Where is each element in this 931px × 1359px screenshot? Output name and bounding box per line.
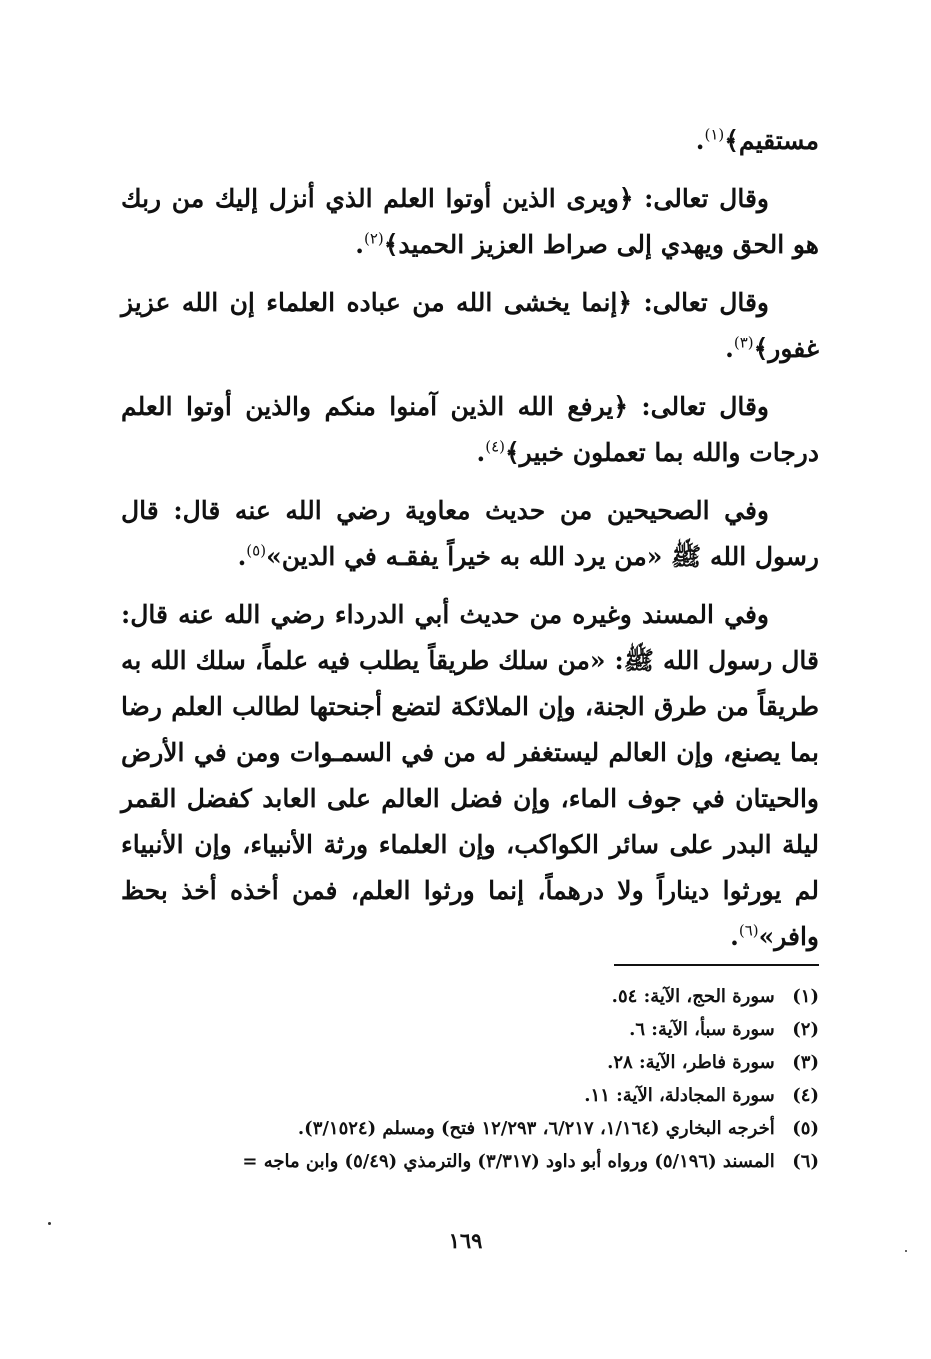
paragraph-1 xyxy=(121,118,819,164)
paragraph-3-text: وقال تعالى: ﴿إنما يخشى الله من عباده العلماء إن الله عزيز غفور﴾ xyxy=(121,288,819,363)
footnote-ref-6[interactable]: (٦) xyxy=(738,921,759,940)
paragraph-4 xyxy=(121,384,819,476)
footnote-4-number: (٤) xyxy=(792,1085,819,1106)
footnote-1-text: سورة الحج، الآية: ٥٤. xyxy=(611,986,775,1007)
footnote-divider xyxy=(614,964,819,966)
footnote-2-text: سورة سبأ، الآية: ٦. xyxy=(629,1019,775,1040)
paragraph-6-tail: . xyxy=(730,922,739,951)
footnote-ref-3[interactable]: (٣) xyxy=(733,333,754,352)
paragraph-5 xyxy=(121,488,819,580)
footnote-ref-5[interactable]: (٥) xyxy=(246,541,267,560)
footnote-ref-1[interactable]: (١) xyxy=(704,125,725,144)
footnote-1-number: (١) xyxy=(792,986,819,1007)
paragraph-1-text: مستقيم﴾ xyxy=(724,126,819,155)
paragraph-2-tail: . xyxy=(355,230,364,259)
paragraph-3-tail: . xyxy=(725,334,734,363)
footnote-ref-2[interactable]: (٢) xyxy=(363,229,384,248)
paragraph-4-text: وقال تعالى: ﴿يرفع الله الذين آمنوا منكم والذين أوتوا العلم درجات والله بما تعملون خبير﴾ xyxy=(121,392,819,467)
footnote-5-text: أخرجه البخاري (١/١٦٤، ٦/٢١٧، ١٢/٢٩٣ فتح) ومسلم (٣/١٥٢٤). xyxy=(297,1118,775,1139)
footnote-ref-4[interactable]: (٤) xyxy=(485,437,506,456)
footnote-2-number: (٢) xyxy=(792,1019,819,1040)
footnote-5-number: (٥) xyxy=(792,1118,819,1139)
footnote-4 xyxy=(119,1079,819,1112)
paragraph-4-tail: . xyxy=(476,438,486,467)
paragraph-1-tail: . xyxy=(695,126,705,155)
footnote-1 xyxy=(119,980,819,1013)
footnote-6-text: المسند (٥/١٩٦) ورواه أبو داود (٣/٣١٧) والترمذي (٥/٤٩) وابن ماجه = xyxy=(242,1151,775,1172)
paragraph-5-tail: . xyxy=(237,542,247,571)
footnote-5 xyxy=(119,1112,819,1145)
paragraph-2 xyxy=(121,176,819,268)
paragraph-3 xyxy=(121,280,819,372)
scan-speck xyxy=(48,1222,51,1225)
footnotes xyxy=(119,980,819,1178)
main-text xyxy=(121,118,819,960)
paragraph-6-text: وفي المسند وغيره من حديث أبي الدرداء رضي الله عنه قال: قال رسول الله ﷺ: «من سلك طريقاً يطلب فيه علماً، سلك الله به طريقاً من طرق الجنة، وإن الملائكة لتضع أجنحتها لطالب العلم رضا بما يصنع، وإن العالم ليستغفر له من في السمـوات ومن في الأرض والحيتان في جوف الماء، وإن فضل العالم على العابد كفضل القمر ليلة البدر على سائر الكواكب، وإن العلماء ورثة الأنبياء، وإن الأنبياء لم يورثوا ديناراً ولا درهماً، إنما ورثوا العلم، فمن أخذه أخذ بحظ وافر» xyxy=(121,600,819,951)
footnote-2 xyxy=(119,1013,819,1046)
footnote-4-text: سورة المجادلة، الآية: ١١. xyxy=(584,1085,775,1106)
page-number: ١٦٩ xyxy=(448,1228,483,1253)
footnote-3 xyxy=(119,1046,819,1079)
paragraph-5-text: وفي الصحيحين من حديث معاوية رضي الله عنه قال: قال رسول الله ﷺ «من يرد الله به خيراً يفقـه في الدين» xyxy=(121,496,819,571)
footnote-6-number: (٦) xyxy=(792,1151,819,1172)
footnote-6 xyxy=(119,1145,819,1178)
paragraph-2-text: وقال تعالى: ﴿ويرى الذين أوتوا العلم الذي أنزل إليك من ربك هو الحق ويهدي إلى صراط العزيز الحميد﴾ xyxy=(121,184,819,259)
footnote-3-number: (٣) xyxy=(792,1052,819,1073)
paragraph-6 xyxy=(121,592,819,960)
scan-speck xyxy=(905,1250,907,1252)
footnote-3-text: سورة فاطر، الآية: ٢٨. xyxy=(607,1052,775,1073)
